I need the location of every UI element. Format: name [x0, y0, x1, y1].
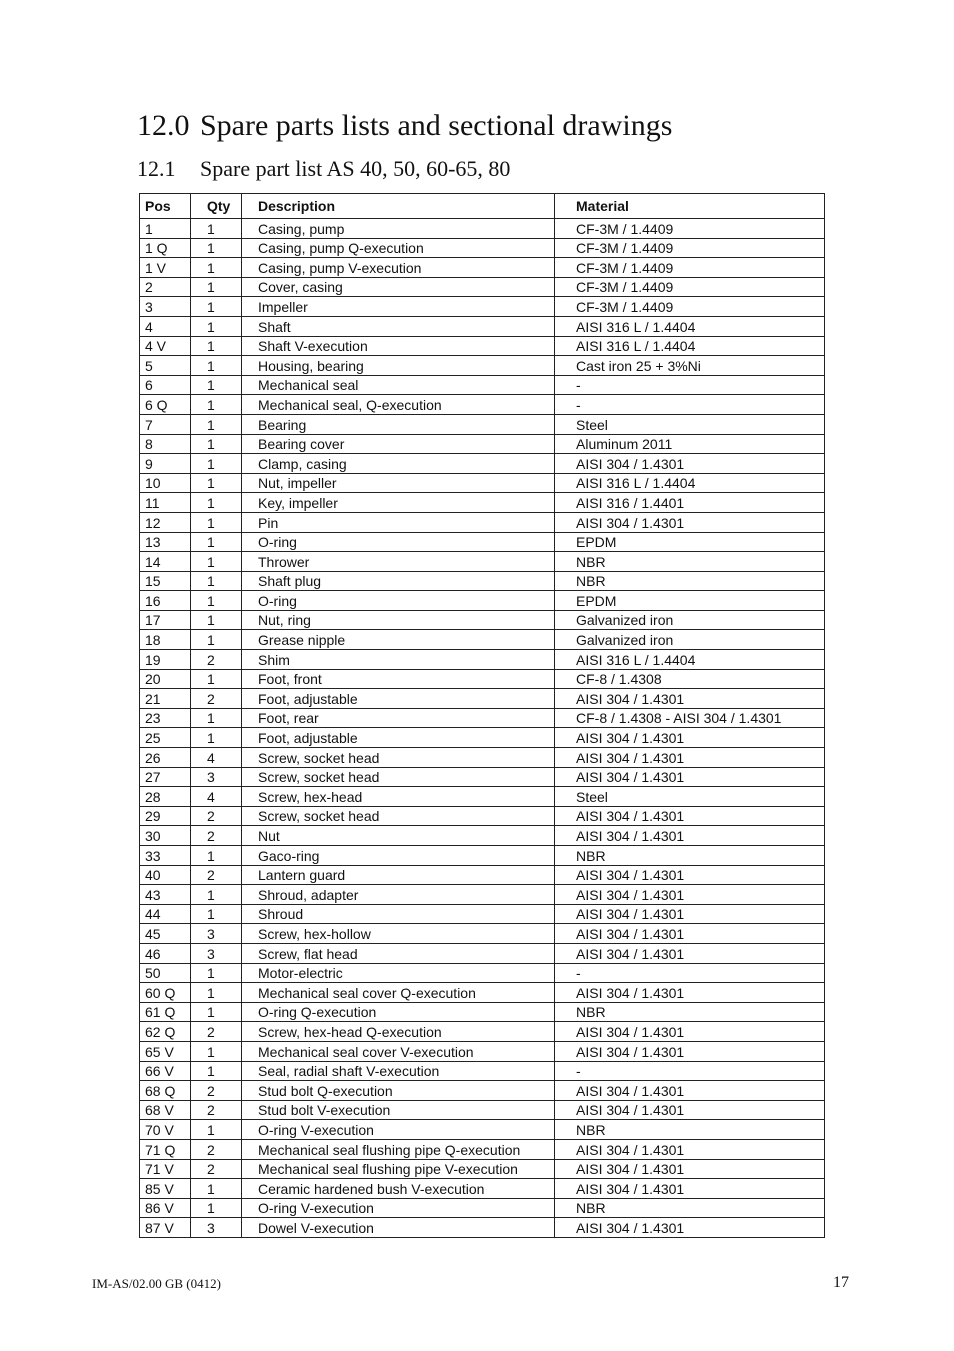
table-row: [140, 650, 825, 670]
cell-description: Shroud: [242, 904, 555, 924]
cell-material: Cast iron 25 + 3%Ni: [555, 356, 825, 376]
cell-material: AISI 304 / 1.4301: [555, 865, 825, 885]
cell-material: -: [555, 395, 825, 415]
cell-description: O-ring V-execution: [242, 1120, 555, 1140]
table-row: [140, 1081, 825, 1101]
cell-description: Bearing cover: [242, 434, 555, 454]
cell-description: Nut: [242, 826, 555, 846]
cell-pos: 68 V: [140, 1100, 191, 1120]
cell-qty: 2: [191, 806, 242, 826]
cell-material: AISI 304 / 1.4301: [555, 454, 825, 474]
cell-qty: 1: [191, 669, 242, 689]
cell-description: Shim: [242, 650, 555, 670]
cell-material: CF-3M / 1.4409: [555, 258, 825, 278]
cell-material: NBR: [555, 571, 825, 591]
cell-pos: 45: [140, 924, 191, 944]
table-row: [140, 885, 825, 905]
page-heading: [137, 106, 672, 146]
cell-material: AISI 304 / 1.4301: [555, 806, 825, 826]
cell-material: AISI 304 / 1.4301: [555, 1179, 825, 1199]
table-row: [140, 434, 825, 454]
cell-description: Grease nipple: [242, 630, 555, 650]
table-row: [140, 708, 825, 728]
cell-description: Ceramic hardened bush V-execution: [242, 1179, 555, 1199]
cell-description: Mechanical seal: [242, 375, 555, 395]
cell-pos: 68 Q: [140, 1081, 191, 1101]
cell-pos: 65 V: [140, 1041, 191, 1061]
table-row: [140, 571, 825, 591]
cell-material: AISI 304 / 1.4301: [555, 943, 825, 963]
cell-qty: 1: [191, 512, 242, 532]
cell-description: O-ring: [242, 532, 555, 552]
cell-qty: 1: [191, 591, 242, 611]
cell-material: Steel: [555, 787, 825, 807]
cell-qty: 1: [191, 1041, 242, 1061]
cell-pos: 1 Q: [140, 238, 191, 258]
table-row: [140, 924, 825, 944]
table-row: [140, 395, 825, 415]
cell-qty: 1: [191, 375, 242, 395]
cell-pos: 4: [140, 316, 191, 336]
cell-material: CF-8 / 1.4308 - AISI 304 / 1.4301: [555, 708, 825, 728]
cell-pos: 23: [140, 708, 191, 728]
table-row: [140, 1179, 825, 1199]
cell-pos: 85 V: [140, 1179, 191, 1199]
table-row: [140, 826, 825, 846]
cell-qty: 2: [191, 650, 242, 670]
cell-material: CF-3M / 1.4409: [555, 238, 825, 258]
cell-material: NBR: [555, 846, 825, 866]
cell-description: Shaft: [242, 316, 555, 336]
cell-material: AISI 304 / 1.4301: [555, 1139, 825, 1159]
cell-description: Foot, front: [242, 669, 555, 689]
cell-qty: 1: [191, 297, 242, 317]
table-row: [140, 552, 825, 572]
cell-pos: 87 V: [140, 1218, 191, 1238]
cell-pos: 1: [140, 219, 191, 239]
cell-description: Foot, adjustable: [242, 728, 555, 748]
cell-pos: 6: [140, 375, 191, 395]
cell-material: -: [555, 963, 825, 983]
cell-pos: 71 Q: [140, 1139, 191, 1159]
cell-material: AISI 304 / 1.4301: [555, 826, 825, 846]
cell-qty: 1: [191, 414, 242, 434]
cell-pos: 18: [140, 630, 191, 650]
cell-qty: 1: [191, 846, 242, 866]
cell-qty: 1: [191, 708, 242, 728]
cell-material: AISI 316 / 1.4401: [555, 493, 825, 513]
table-row: [140, 219, 825, 239]
cell-pos: 8: [140, 434, 191, 454]
cell-qty: 1: [191, 610, 242, 630]
spare-parts-table: [139, 193, 825, 1238]
cell-material: AISI 304 / 1.4301: [555, 983, 825, 1003]
table-row: [140, 787, 825, 807]
cell-qty: 1: [191, 219, 242, 239]
table-row: [140, 277, 825, 297]
cell-description: Key, impeller: [242, 493, 555, 513]
cell-qty: 1: [191, 434, 242, 454]
cell-qty: 1: [191, 316, 242, 336]
cell-material: AISI 304 / 1.4301: [555, 1022, 825, 1042]
table-row: [140, 610, 825, 630]
cell-description: Stud bolt V-execution: [242, 1100, 555, 1120]
cell-qty: 3: [191, 943, 242, 963]
cell-material: AISI 304 / 1.4301: [555, 1159, 825, 1179]
table-row: [140, 1002, 825, 1022]
cell-description: Thrower: [242, 552, 555, 572]
cell-material: AISI 316 L / 1.4404: [555, 316, 825, 336]
cell-description: Lantern guard: [242, 865, 555, 885]
cell-pos: 13: [140, 532, 191, 552]
cell-material: -: [555, 375, 825, 395]
cell-material: AISI 304 / 1.4301: [555, 689, 825, 709]
cell-pos: 26: [140, 748, 191, 768]
table-header-row: [140, 194, 825, 219]
cell-qty: 2: [191, 1100, 242, 1120]
cell-material: AISI 304 / 1.4301: [555, 512, 825, 532]
cell-material: EPDM: [555, 532, 825, 552]
table-row: [140, 1218, 825, 1238]
cell-qty: 1: [191, 983, 242, 1003]
cell-description: Gaco-ring: [242, 846, 555, 866]
cell-material: AISI 304 / 1.4301: [555, 767, 825, 787]
table-body: [140, 219, 825, 1238]
table-row: [140, 630, 825, 650]
table-row: [140, 1139, 825, 1159]
cell-description: Shroud, adapter: [242, 885, 555, 905]
cell-material: AISI 304 / 1.4301: [555, 1081, 825, 1101]
table-row: [140, 512, 825, 532]
cell-qty: 2: [191, 1159, 242, 1179]
cell-description: Stud bolt Q-execution: [242, 1081, 555, 1101]
table-row: [140, 356, 825, 376]
cell-pos: 5: [140, 356, 191, 376]
table-row: [140, 846, 825, 866]
cell-qty: 4: [191, 787, 242, 807]
cell-material: NBR: [555, 1002, 825, 1022]
cell-description: Screw, flat head: [242, 943, 555, 963]
table-row: [140, 238, 825, 258]
cell-qty: 2: [191, 1022, 242, 1042]
cell-pos: 43: [140, 885, 191, 905]
table-row: [140, 1041, 825, 1061]
cell-material: AISI 304 / 1.4301: [555, 1100, 825, 1120]
cell-pos: 20: [140, 669, 191, 689]
cell-pos: 16: [140, 591, 191, 611]
cell-pos: 33: [140, 846, 191, 866]
cell-material: Steel: [555, 414, 825, 434]
section-heading: [137, 154, 510, 184]
cell-material: Galvanized iron: [555, 610, 825, 630]
cell-pos: 27: [140, 767, 191, 787]
cell-material: EPDM: [555, 591, 825, 611]
table-row: [140, 1100, 825, 1120]
table-row: [140, 316, 825, 336]
table-row: [140, 767, 825, 787]
cell-material: CF-3M / 1.4409: [555, 297, 825, 317]
cell-material: Aluminum 2011: [555, 434, 825, 454]
table-row: [140, 532, 825, 552]
cell-pos: 25: [140, 728, 191, 748]
cell-material: NBR: [555, 552, 825, 572]
cell-pos: 44: [140, 904, 191, 924]
cell-pos: 21: [140, 689, 191, 709]
cell-description: Screw, socket head: [242, 806, 555, 826]
cell-material: NBR: [555, 1198, 825, 1218]
cell-description: Pin: [242, 512, 555, 532]
table-row: [140, 689, 825, 709]
cell-material: AISI 304 / 1.4301: [555, 1041, 825, 1061]
cell-description: O-ring: [242, 591, 555, 611]
cell-description: Mechanical seal flushing pipe Q-execution: [242, 1139, 555, 1159]
cell-description: Cover, casing: [242, 277, 555, 297]
cell-description: Seal, radial shaft V-execution: [242, 1061, 555, 1081]
cell-description: Bearing: [242, 414, 555, 434]
cell-description: Nut, impeller: [242, 473, 555, 493]
cell-pos: 61 Q: [140, 1002, 191, 1022]
cell-description: Shaft plug: [242, 571, 555, 591]
table-row: [140, 669, 825, 689]
cell-material: AISI 304 / 1.4301: [555, 748, 825, 768]
table-row: [140, 865, 825, 885]
header-pos: Pos: [140, 194, 191, 219]
table-row: [140, 414, 825, 434]
cell-description: Screw, socket head: [242, 767, 555, 787]
table-row: [140, 1159, 825, 1179]
cell-pos: 4 V: [140, 336, 191, 356]
cell-material: NBR: [555, 1120, 825, 1140]
cell-qty: 2: [191, 689, 242, 709]
table-row: [140, 983, 825, 1003]
cell-description: Nut, ring: [242, 610, 555, 630]
cell-pos: 28: [140, 787, 191, 807]
cell-description: Mechanical seal cover Q-execution: [242, 983, 555, 1003]
cell-qty: 2: [191, 826, 242, 846]
cell-description: Housing, bearing: [242, 356, 555, 376]
cell-description: Shaft V-execution: [242, 336, 555, 356]
cell-qty: 3: [191, 767, 242, 787]
cell-pos: 2: [140, 277, 191, 297]
cell-qty: 1: [191, 336, 242, 356]
cell-pos: 86 V: [140, 1198, 191, 1218]
cell-material: AISI 316 L / 1.4404: [555, 650, 825, 670]
cell-qty: 1: [191, 1002, 242, 1022]
table-row: [140, 806, 825, 826]
cell-qty: 3: [191, 924, 242, 944]
cell-description: Casing, pump Q-execution: [242, 238, 555, 258]
cell-material: AISI 304 / 1.4301: [555, 885, 825, 905]
cell-material: AISI 316 L / 1.4404: [555, 473, 825, 493]
cell-pos: 40: [140, 865, 191, 885]
table-row: [140, 493, 825, 513]
cell-pos: 66 V: [140, 1061, 191, 1081]
cell-qty: 4: [191, 748, 242, 768]
cell-qty: 1: [191, 473, 242, 493]
cell-description: Casing, pump: [242, 219, 555, 239]
heading-title: Spare parts lists and sectional drawings: [200, 109, 673, 142]
cell-description: Clamp, casing: [242, 454, 555, 474]
cell-material: AISI 304 / 1.4301: [555, 728, 825, 748]
cell-qty: 1: [191, 395, 242, 415]
cell-qty: 1: [191, 1120, 242, 1140]
cell-description: O-ring V-execution: [242, 1198, 555, 1218]
cell-pos: 10: [140, 473, 191, 493]
cell-qty: 1: [191, 571, 242, 591]
table-row: [140, 375, 825, 395]
cell-pos: 17: [140, 610, 191, 630]
cell-qty: 1: [191, 904, 242, 924]
cell-qty: 1: [191, 493, 242, 513]
cell-qty: 2: [191, 1081, 242, 1101]
table-row: [140, 1120, 825, 1140]
cell-qty: 1: [191, 258, 242, 278]
table-row: [140, 473, 825, 493]
cell-qty: 1: [191, 277, 242, 297]
table-row: [140, 258, 825, 278]
cell-pos: 1 V: [140, 258, 191, 278]
cell-pos: 9: [140, 454, 191, 474]
cell-pos: 30: [140, 826, 191, 846]
cell-description: Screw, hex-hollow: [242, 924, 555, 944]
cell-pos: 3: [140, 297, 191, 317]
heading-number: 12.0: [137, 109, 190, 142]
table-row: [140, 336, 825, 356]
header-material: Material: [555, 194, 825, 219]
table-row: [140, 1198, 825, 1218]
cell-pos: 46: [140, 943, 191, 963]
cell-pos: 14: [140, 552, 191, 572]
cell-description: Mechanical seal flushing pipe V-execution: [242, 1159, 555, 1179]
page-number: 17: [833, 1274, 849, 1291]
cell-pos: 19: [140, 650, 191, 670]
cell-qty: 1: [191, 454, 242, 474]
table-row: [140, 591, 825, 611]
table-row: [140, 728, 825, 748]
cell-pos: 50: [140, 963, 191, 983]
cell-pos: 71 V: [140, 1159, 191, 1179]
cell-pos: 15: [140, 571, 191, 591]
header-qty: Qty: [191, 194, 242, 219]
table-row: [140, 748, 825, 768]
cell-description: Foot, rear: [242, 708, 555, 728]
section-number: 12.1: [137, 156, 176, 181]
cell-description: Casing, pump V-execution: [242, 258, 555, 278]
cell-qty: 1: [191, 963, 242, 983]
cell-qty: 1: [191, 1179, 242, 1199]
cell-description: Mechanical seal cover V-execution: [242, 1041, 555, 1061]
header-description: Description: [242, 194, 555, 219]
cell-qty: 3: [191, 1218, 242, 1238]
table-row: [140, 454, 825, 474]
cell-description: Dowel V-execution: [242, 1218, 555, 1238]
table-row: [140, 963, 825, 983]
cell-description: Screw, hex-head: [242, 787, 555, 807]
cell-pos: 6 Q: [140, 395, 191, 415]
cell-pos: 11: [140, 493, 191, 513]
cell-qty: 1: [191, 356, 242, 376]
cell-material: Galvanized iron: [555, 630, 825, 650]
cell-material: AISI 304 / 1.4301: [555, 904, 825, 924]
document-reference: IM-AS/02.00 GB (0412): [92, 1276, 221, 1291]
cell-pos: 70 V: [140, 1120, 191, 1140]
cell-qty: 1: [191, 532, 242, 552]
cell-material: CF-3M / 1.4409: [555, 277, 825, 297]
cell-qty: 1: [191, 1198, 242, 1218]
table-row: [140, 943, 825, 963]
cell-qty: 1: [191, 885, 242, 905]
cell-description: Screw, socket head: [242, 748, 555, 768]
cell-description: Mechanical seal, Q-execution: [242, 395, 555, 415]
cell-qty: 1: [191, 630, 242, 650]
cell-description: O-ring Q-execution: [242, 1002, 555, 1022]
table-row: [140, 1022, 825, 1042]
cell-material: AISI 316 L / 1.4404: [555, 336, 825, 356]
cell-material: AISI 304 / 1.4301: [555, 1218, 825, 1238]
cell-description: Impeller: [242, 297, 555, 317]
table-row: [140, 904, 825, 924]
table-row: [140, 1061, 825, 1081]
cell-material: CF-8 / 1.4308: [555, 669, 825, 689]
cell-material: -: [555, 1061, 825, 1081]
cell-description: Screw, hex-head Q-execution: [242, 1022, 555, 1042]
cell-pos: 7: [140, 414, 191, 434]
cell-qty: 1: [191, 1061, 242, 1081]
cell-material: AISI 304 / 1.4301: [555, 924, 825, 944]
cell-description: Motor-electric: [242, 963, 555, 983]
cell-pos: 60 Q: [140, 983, 191, 1003]
cell-pos: 62 Q: [140, 1022, 191, 1042]
cell-qty: 1: [191, 238, 242, 258]
cell-material: CF-3M / 1.4409: [555, 219, 825, 239]
cell-description: Foot, adjustable: [242, 689, 555, 709]
cell-qty: 2: [191, 1139, 242, 1159]
cell-qty: 2: [191, 865, 242, 885]
section-title: Spare part list AS 40, 50, 60-65, 80: [200, 156, 511, 181]
cell-pos: 29: [140, 806, 191, 826]
table-row: [140, 297, 825, 317]
cell-qty: 1: [191, 552, 242, 572]
cell-pos: 12: [140, 512, 191, 532]
cell-qty: 1: [191, 728, 242, 748]
